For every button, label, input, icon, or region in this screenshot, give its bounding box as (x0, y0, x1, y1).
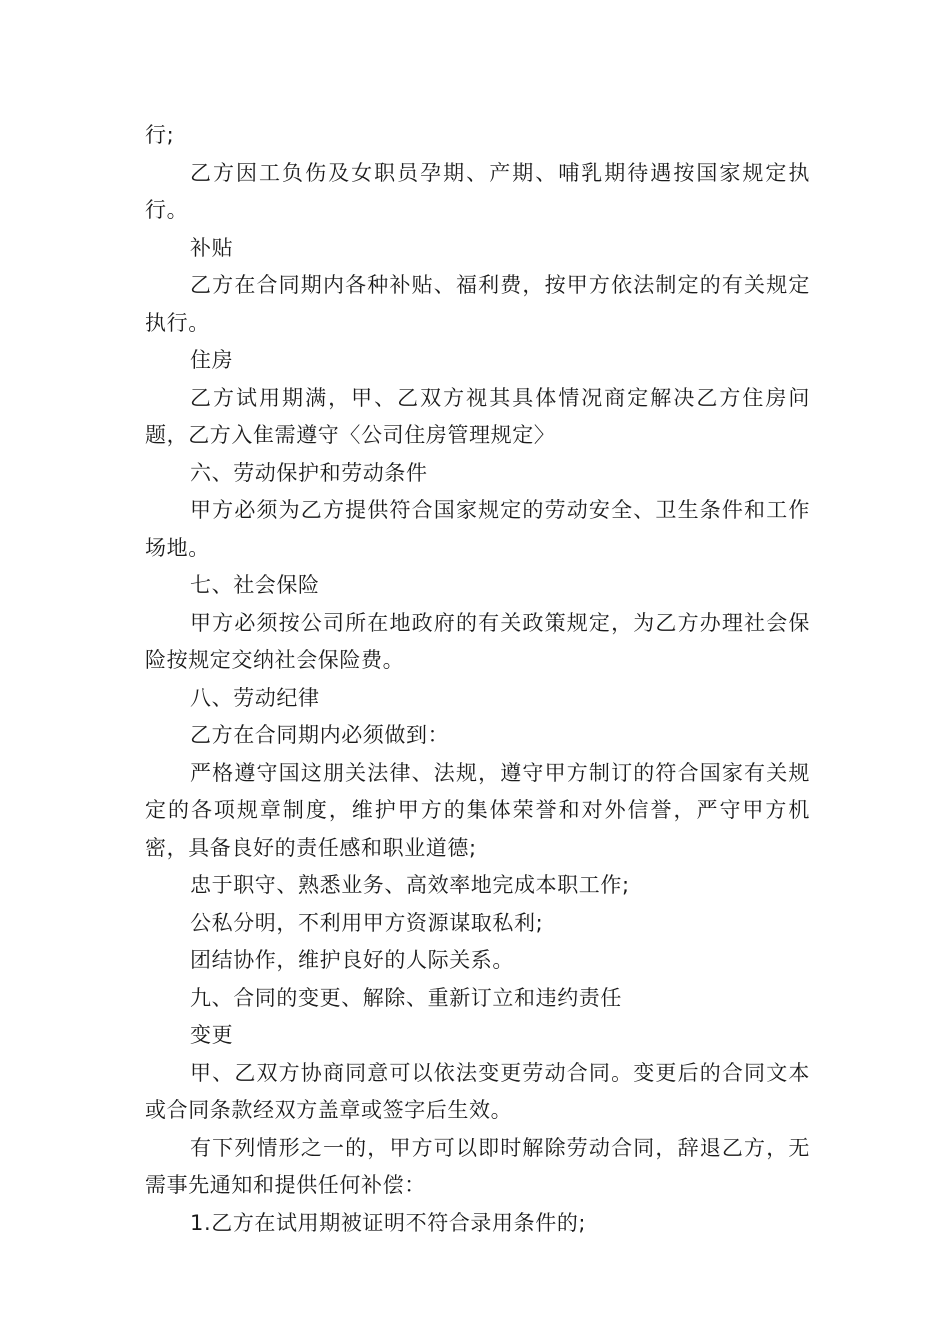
paragraph: 有下列情形之一的，甲方可以即时解除劳动合同，辞退乙方，无需事先通知和提供任何补偿： (145, 1135, 810, 1197)
document-body (145, 117, 810, 1242)
paragraph: 甲方必须按公司所在地政府的有关政策规定，为乙方办理社会保险按规定交纳社会保险费。 (145, 610, 810, 672)
section-heading-labor-discipline: 八、劳动纪律 (190, 685, 320, 710)
paragraph: 甲、乙双方协商同意可以依法变更劳动合同。变更后的合同文本或合同条款经双方盖章或签字后生效。 (145, 1060, 810, 1122)
paragraph: 公私分明，不利用甲方资源谋取私利; (190, 910, 544, 935)
section-heading-contract-changes: 九、合同的变更、解除、重新订立和违约责任 (190, 985, 622, 1010)
paragraph-continuation: 行; (145, 123, 175, 147)
section-heading-subsidy: 补贴 (190, 235, 234, 260)
section-heading-change: 变更 (190, 1023, 234, 1047)
paragraph: 甲方必须为乙方提供符合国家规定的劳动安全、卫生条件和工作场地。 (145, 498, 810, 560)
paragraph: 忠于职守、熟悉业务、高效率地完成本职工作; (190, 873, 630, 897)
section-heading-social-insurance: 七、社会保险 (190, 573, 320, 597)
paragraph: 乙方在合同期内各种补贴、福利费，按甲方依法制定的有关规定执行。 (145, 273, 810, 335)
list-item: 1.乙方在试用期被证明不符合录用条件的; (190, 1210, 587, 1235)
paragraph: 乙方因工负伤及女职员孕期、产期、哺乳期待遇按国家规定执行。 (145, 160, 810, 222)
section-heading-labor-protection: 六、劳动保护和劳动条件 (190, 460, 428, 485)
paragraph: 乙方在合同期内必须做到： (190, 723, 450, 747)
paragraph: 团结协作，维护良好的人际关系。 (190, 948, 514, 972)
paragraph: 乙方试用期满，甲、乙双方视其具体情况商定解决乙方住房问题，乙方入隹需遵守〈公司住房管理规定〉 (145, 385, 810, 447)
paragraph: 严格遵守国这朋关法律、法规，遵守甲方制订的符合国家有关规定的各项规章制度，维护甲方的集体荣誉和对外信誉，严守甲方机密，具备良好的责任感和职业道德; (145, 760, 810, 860)
section-heading-housing: 住房 (190, 348, 234, 372)
